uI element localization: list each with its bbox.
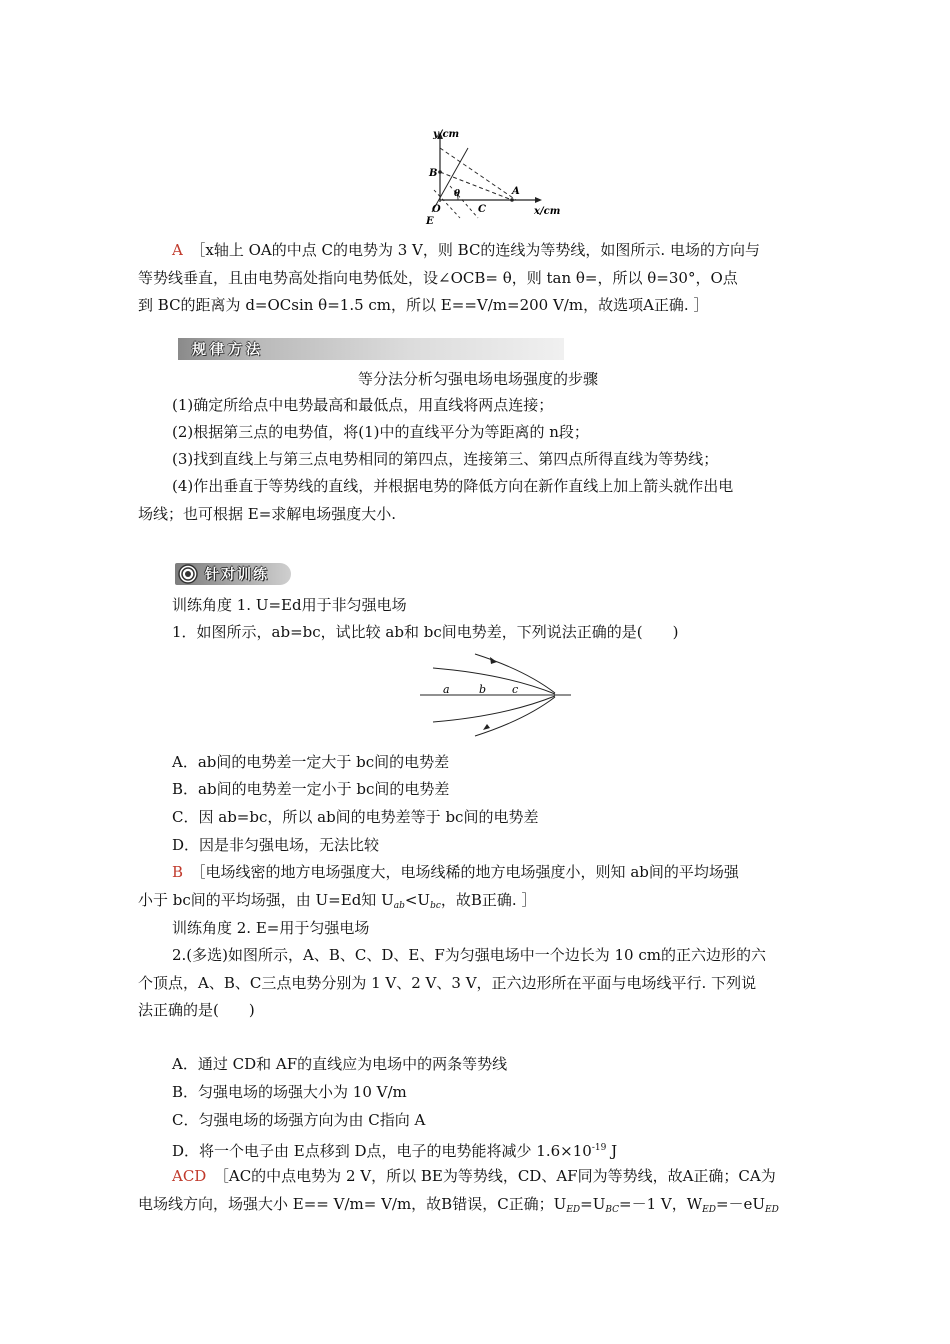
answer-2-text-2a: 小于 bc间的平均场强，由 U=Ed知 U	[138, 891, 394, 909]
training-banner-label: 针对训练	[205, 567, 269, 583]
method-step-1: (1)确定所给点中电势最高和最低点，用直线将两点连接；	[172, 396, 554, 414]
subscript-ab: ab	[393, 901, 405, 911]
coordinate-figure	[420, 128, 570, 228]
method-step-3: (3)找到直线上与第三点电势相同的第四点，连接第三、第四点所得直线为等势线；	[172, 450, 719, 468]
subscript-ed-2: ED	[702, 1205, 716, 1215]
point-c-label: C	[478, 204, 486, 215]
question-2-stem-3: 法正确的是( )	[138, 1001, 255, 1019]
method-banner-label: 规律方法	[192, 342, 264, 358]
method-step-4-cont: 场线；也可根据 E=求解电场强度大小.	[138, 505, 397, 523]
answer-1-line-2: 等势线垂直，且由电势高处指向电势低处，设∠OCB= θ，则 tan θ=，所以 θ=30°，O点	[138, 269, 738, 287]
method-step-2: (2)根据第三点的电势值，将(1)中的直线平分为等距离的 n段；	[172, 423, 589, 441]
answer-3-eq: =U	[580, 1195, 606, 1213]
question-2-option-d	[172, 1138, 852, 1161]
method-step-4: (4)作出垂直于等势线的直线，并根据电势的降低方向在新作直线上加上箭头就作出电	[172, 477, 734, 495]
answer-3-letter: ACD	[172, 1167, 207, 1185]
unit-j: J	[606, 1142, 618, 1160]
theta-label: θ	[454, 189, 461, 199]
point-b-label: b	[479, 683, 487, 696]
answer-3-text-2c: =－eU	[715, 1195, 766, 1213]
method-banner	[178, 338, 564, 360]
answer-3-line-2	[138, 1194, 818, 1220]
question-1-stem: 1．如图所示，ab=bc，试比较 ab和 bc间电势差，下列说法正确的是( )	[172, 623, 679, 641]
question-2-stem-1: 2.(多选)如图所示，A、B、C、D、E、F为匀强电场中一个边长为 10 cm的正六边形的六	[172, 946, 766, 964]
question-2-option-d-text: D．将一个电子由 E点移到 D点，电子的电势能将减少 1.6×10	[172, 1142, 592, 1160]
answer-3-text-2a: 电场线方向，场强大小 E== V/m= V/m，故B错误，C正确；U	[138, 1195, 567, 1213]
question-2-option-c: C．匀强电场的场强方向为由 C指向 A	[172, 1111, 426, 1129]
field-lines-figure	[415, 648, 575, 738]
point-c-label: c	[512, 683, 519, 696]
question-2-option-a: A．通过 CD和 AF的直线应为电场中的两条等势线	[172, 1055, 508, 1073]
subscript-ed: ED	[566, 1205, 581, 1215]
answer-3-text-2b: =－1 V，W	[619, 1195, 703, 1213]
point-a-label: a	[443, 683, 450, 696]
subscript-bc: BC	[605, 1205, 620, 1215]
answer-3-text-1: ［AC的中点电势为 2 V，所以 BE为等势线，CD、AF同为等势线，故A正确；CA为	[221, 1167, 776, 1185]
answer-1-line-3: 到 BC的距离为 d=OCsin θ=1.5 cm，所以 E==V/m=200 V/m，故选项A正确. ］	[138, 296, 709, 314]
exponent: -19	[591, 1143, 607, 1153]
training-banner	[175, 563, 291, 585]
question-1-option-c: C．因 ab=bc，所以 ab间的电势差等于 bc间的电势差	[172, 808, 539, 826]
question-1-option-a: A．ab间的电势差一定大于 bc间的电势差	[172, 753, 450, 771]
training-angle-2: 训练角度 2. E=用于匀强电场	[172, 919, 370, 937]
answer-2-text-2b: ，故B正确. ］	[440, 891, 537, 909]
answer-1-line-1	[172, 240, 852, 260]
point-o-label: O	[432, 204, 441, 215]
answer-2-text-1: ［电场线密的地方电场强度大，电场线稀的地方电场强度小，则知 ab间的平均场强	[198, 863, 739, 881]
answer-2-letter: B	[172, 863, 184, 881]
y-axis-label: y/cm	[433, 129, 460, 140]
question-1-option-b: B．ab间的电势差一定小于 bc间的电势差	[172, 780, 450, 798]
point-b-label: B	[429, 168, 438, 179]
question-1-option-d: D．因是非匀强电场，无法比较	[172, 836, 380, 854]
subscript-bc: bc	[430, 901, 441, 911]
answer-2-lt: <U	[404, 891, 431, 909]
question-2-stem-2: 个顶点，A、B、C三点电势分别为 1 V、2 V、3 V，正六边形所在平面与电场线平行. 下列说	[138, 974, 757, 992]
answer-1-letter: A	[172, 241, 183, 259]
answer-2-line-1	[172, 862, 852, 882]
point-a-label: A	[512, 186, 520, 197]
training-angle-1: 训练角度 1. U=Ed用于非匀强电场	[172, 596, 407, 614]
answer-1-text-1: ［x轴上 OA的中点 C的电势为 3 V，则 BC的连线为等势线，如图所示. 电场的方向与	[197, 241, 760, 259]
answer-2-line-2	[138, 890, 818, 916]
method-title: 等分法分析匀强电场电场强度的步骤	[357, 370, 598, 388]
question-2-option-b: B．匀强电场的场强大小为 10 V/m	[172, 1083, 407, 1101]
x-axis-label: x/cm	[534, 206, 561, 217]
target-icon	[178, 564, 198, 584]
point-e-label: E	[426, 216, 434, 227]
answer-3-line-1	[172, 1166, 852, 1186]
subscript-ed-3: ED	[765, 1205, 779, 1215]
